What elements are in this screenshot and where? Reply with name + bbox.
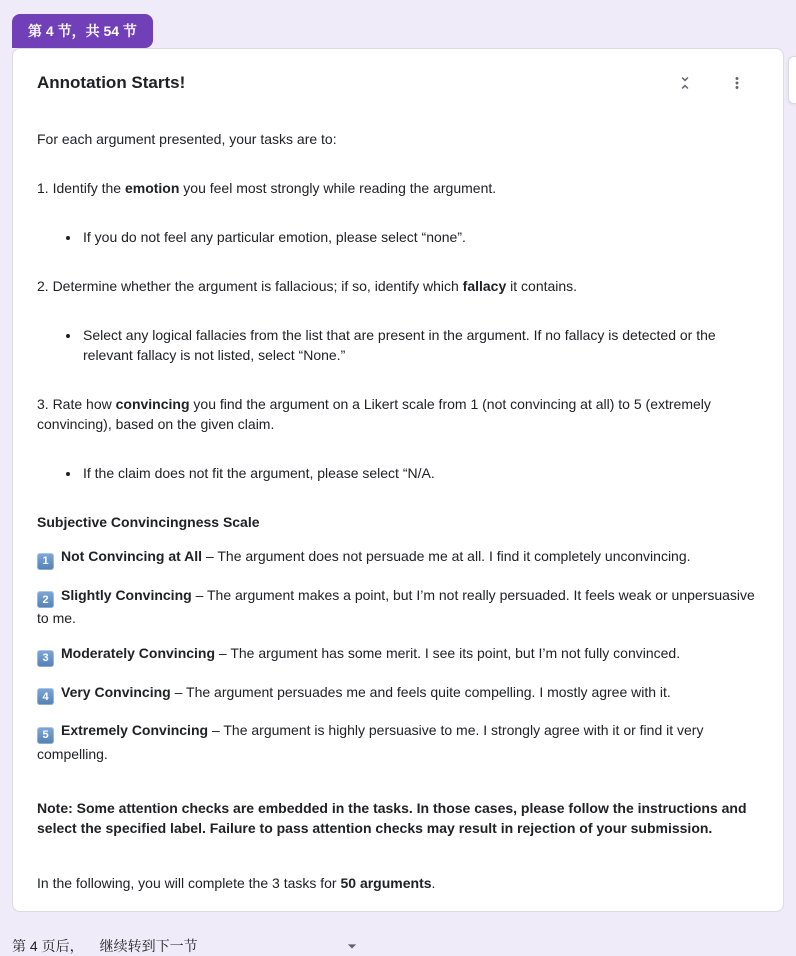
task-1-bullet: • If you do not feel any particular emotion, please select “none”. [81,227,759,247]
collapse-section-button[interactable] [673,71,697,95]
task-2-paragraph [37,276,759,296]
scale-item-2-label: Slightly Convincing [61,586,192,603]
scrollbar-thumb[interactable] [788,56,796,104]
task-3-bullets [37,463,759,483]
closing-paragraph [37,873,759,893]
unfold-less-icon [676,74,694,92]
task-3-text: 3. Rate how [37,396,116,412]
scale-item-1-desc: – The argument does not persuade me at all. I find it completely unconvincing. [205,548,691,564]
task-1-keyword: emotion [124,180,180,196]
card-header [37,71,759,95]
scale-heading: Subjective Convincingness Scale [37,514,260,530]
section-card [12,48,784,912]
keycap-3-icon: 3 [37,650,54,667]
section-badge-label: 第 4 节，共 54 节 [28,23,137,39]
task-1-text: 1. Identify the [37,180,125,196]
scale-item-5-label: Extremely Convincing [61,722,209,738]
arrow-drop-down-icon [342,936,362,956]
intro-paragraph: For each argument presented, your tasks are to: [37,131,337,147]
attention-note: Note: Some attention checks are embedded in the tasks. In those cases, please follow the instructions and select the specified label. Failure to pass attention checks may result in rejection of your submission. [37,799,747,836]
task-2-bullet: • Select any logical fallacies from the list that are present in the argument. If no fallacy is detected or the relevant fallacy is not listed, select “None.” [81,325,759,365]
task-2-text: 2. Determine whether the argument is fallacious; if so, identify which [37,278,463,294]
task-2-bullets [37,325,759,365]
scale-item-2-desc: – The argument makes a point, but I’m not really persuaded. It feels weak or unpersuasive to me. [37,586,755,626]
after-section-label: 第 4 页后， [12,938,84,954]
scale-item-3-label: Moderately Convincing [61,645,216,661]
scale-item-4-label: Very Convincing [61,683,171,700]
task-3-text-post: you find the argument on a Likert scale from 1 (not convincing at all) to 5 (extremely convincing), based on the given claim. [37,396,711,432]
after-section-dropdown[interactable] [100,936,362,956]
scale-item-4-desc: – The argument persuades me and feels quite compelling. I mostly agree with it. [174,683,671,700]
keycap-5-icon: 5 [37,727,54,744]
task-2-text-post: it contains. [506,278,578,294]
scale-item-5-desc: – The argument is highly persuasive to me. I strongly agree with it or find it very compelling. [37,722,704,762]
scale-item-3 [37,643,759,667]
task-1-text-post: you feel most strongly while reading the argument. [179,180,497,196]
scale-item-5 [37,720,759,764]
task-1-bullets [37,227,759,247]
scale-item-1 [37,546,759,570]
scale-item-3-desc: – The argument has some merit. I see its point, but I’m not fully convinced. [218,645,681,661]
section-menu-button[interactable] [725,71,749,95]
scale-item-2 [37,585,759,629]
keycap-2-icon: 2 [37,591,54,608]
task-3-keyword: convincing [115,396,190,412]
scale-item-4 [37,682,759,706]
after-section-row [12,936,362,956]
closing-text: In the following, you will complete the 3 tasks for [37,874,341,891]
section-title: Annotation Starts! [37,73,186,92]
task-3-paragraph [37,394,759,434]
task-3-bullet: • If the claim does not fit the argument, please select “N/A. [81,463,759,483]
keycap-1-icon: 1 [37,553,54,570]
section-badge [12,14,153,48]
header-actions [673,71,759,95]
task-2-keyword: fallacy [462,278,507,294]
closing-keyword: 50 arguments [340,874,432,891]
section-description [37,129,759,893]
more-vert-icon [728,74,746,92]
task-1-paragraph [37,178,759,198]
closing-text-post: . [431,874,436,891]
scale-item-1-label: Not Convincing at All [61,548,203,564]
after-section-dropdown-value: 继续转到下一节 [99,938,198,954]
keycap-4-icon: 4 [37,688,54,705]
